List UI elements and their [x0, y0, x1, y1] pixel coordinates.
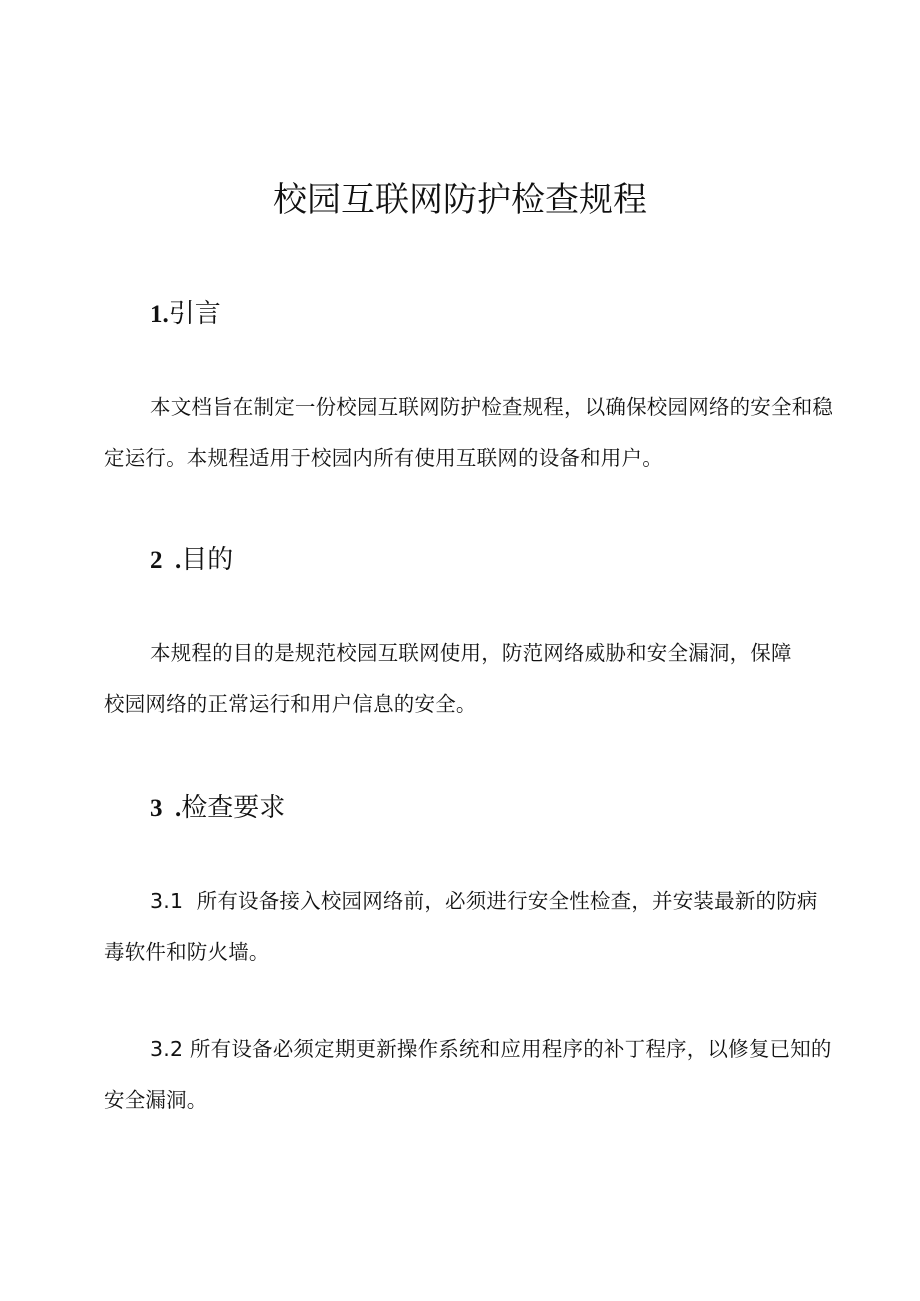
section-title: 引言: [168, 299, 221, 329]
section-paragraph-purpose: 本规程的目的是规范校园互联网使用，防范网络威胁和安全漏洞，保障校园网络的正常运行和用户信息的安全。: [104, 641, 792, 716]
requirement-item-3-2: 3.2 所有设备必须定期更新操作系统和应用程序的补丁程序，以修复已知的安全漏洞。: [104, 1037, 832, 1112]
section-title: 检查要求: [181, 793, 286, 823]
requirement-item-3-1: 3.1 所有设备接入校园网络前，必须进行安全性检查，并安装最新的防病毒软件和防火墙。: [104, 889, 818, 964]
section-paragraph-introduction: 本文档旨在制定一份校园互联网防护检查规程，以确保校园网络的安全和稳定运行。本规程适用于校园内所有使用互联网的设备和用户。: [104, 395, 834, 470]
section-title: 目的: [181, 545, 234, 575]
section-heading-requirements: [150, 790, 285, 827]
section-number: 3 .: [150, 795, 182, 822]
section-number: 2 .: [150, 547, 182, 574]
document-title: 校园互联网防护检查规程: [273, 180, 647, 220]
section-heading-introduction: [150, 296, 221, 333]
section-number: 1.: [150, 301, 169, 328]
section-heading-purpose: [150, 542, 233, 579]
